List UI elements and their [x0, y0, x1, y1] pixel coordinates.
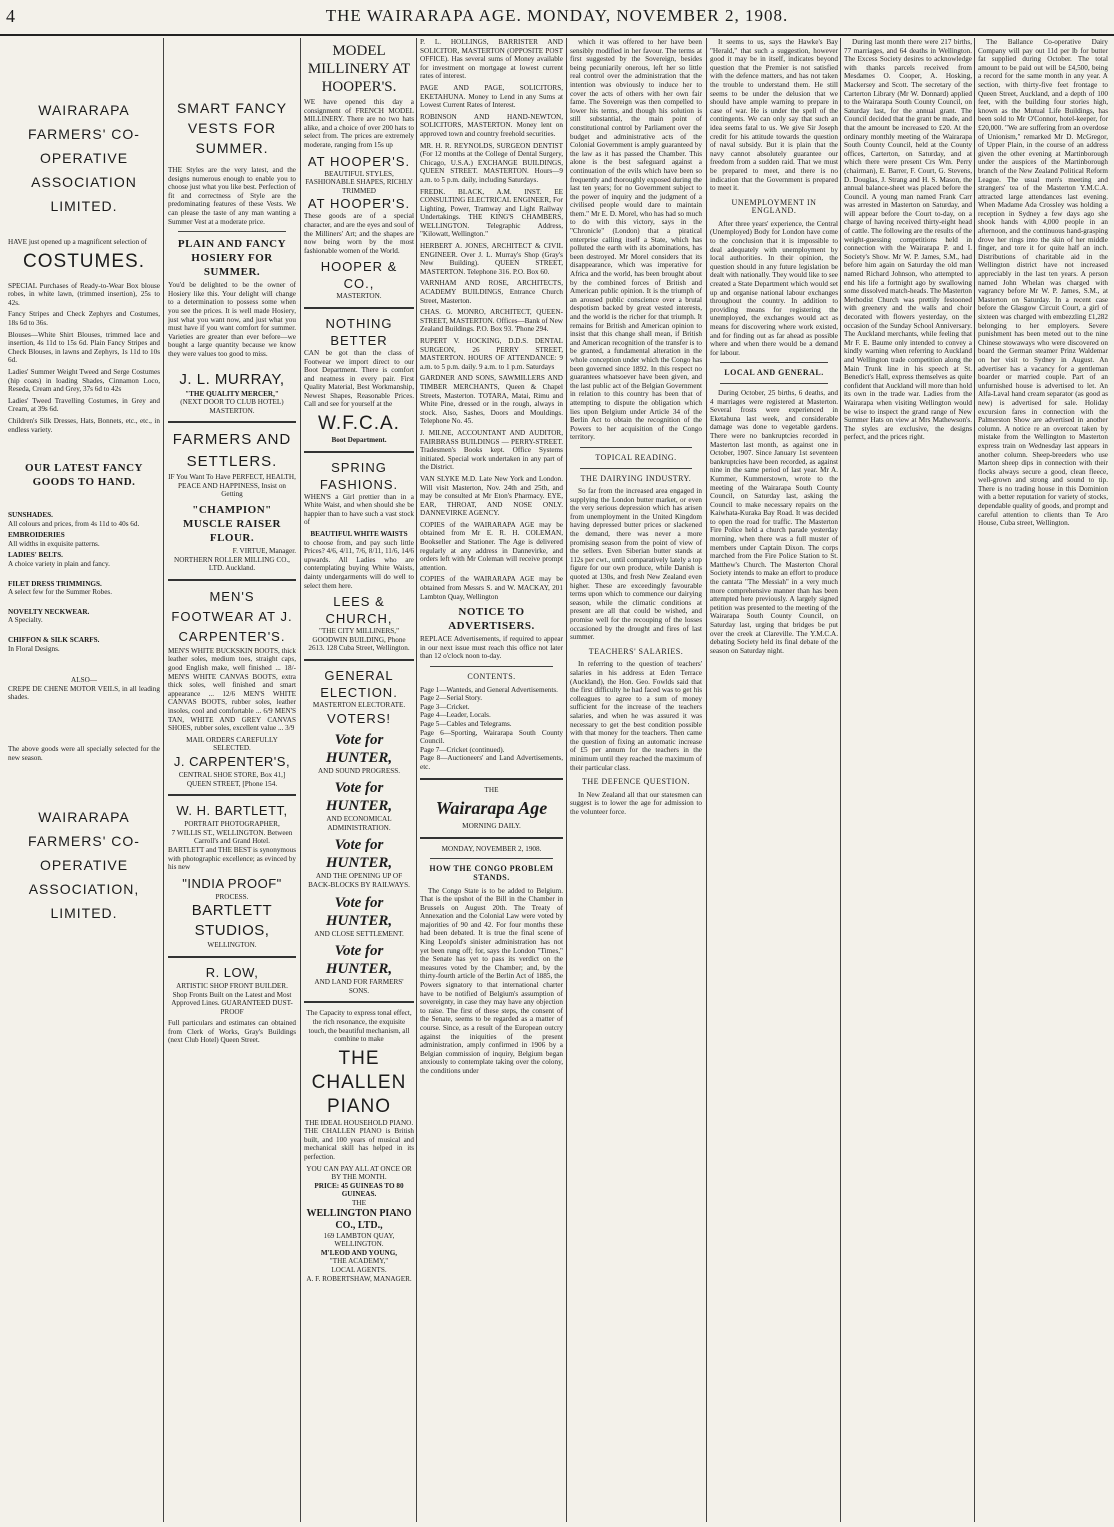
newspaper-title: THE WAIRARAPA AGE. MONDAY, NOVEMBER 2, 1908. [325, 6, 789, 25]
vote-line-3: AND THE OPENING UP OF BACK-BLOCKS BY RAILWAYS. [308, 872, 410, 889]
belts-text: A choice variety in plain and fancy. [8, 560, 110, 569]
copies-wellington: COPIES of the WAIRARAPA AGE may be obtained from Messrs S. and W. MACKAY, 201 Lambton Quay, Wellington [420, 575, 563, 601]
at-hoopers: AT HOOPER'S. [307, 153, 411, 169]
column-5 [570, 38, 702, 1522]
mail-orders: MAIL ORDERS CAREFULLY SELECTED. [186, 735, 278, 753]
column-rule [706, 38, 707, 1522]
piano-price: PRICE: 45 GUINEAS TO 80 GUINEAS. [314, 1181, 404, 1199]
card-robinson: ROBINSON AND HAND-NEWTON, SOLICITORS, MASTERTON. Money lent on approved town and country freehold securities. [420, 112, 563, 138]
card-page: PAGE AND PAGE, SOLICITORS, EKETAHUNA. Money to Lend in any Sums at Lowest Current Rates of Interest. [420, 83, 563, 110]
murray-address: (NEXT DOOR TO CLUB HOTEL) [180, 398, 284, 407]
general-election: GENERAL ELECTION. [320, 667, 398, 700]
carpenter-address: CENTRAL SHOE STORE, Box 41,] QUEEN STREET, [Phone 154. [178, 770, 286, 788]
bartlett-name: W. H. BARTLETT, [176, 803, 288, 819]
vote-line-2: AND ECONOMICAL ADMINISTRATION. [326, 815, 392, 832]
filet-heading: FILET DRESS TRIMMINGS. [8, 579, 102, 588]
copies-dannevirke: COPIES of the WAIRARAPA AGE may be obtained from Mr E. R. H. COLEMAN, Bookseller and Stationer. The Age is delivered regularly at any address in Dannevirke, and orders left with Mr Coleman will receive prompt attention. [420, 520, 563, 572]
spring-body: WHEN'S a Girl prettier than in a White Waist, and when should she be happier than to have such a vast stock of [304, 492, 414, 527]
bartlett-address: 7 WILLIS ST., WELLINGTON. Between Carroll's and Grand Hotel. [171, 828, 293, 846]
column-rule [840, 38, 841, 1522]
advert-wfca-footer: WAIRARAPA FARMERS' CO-OPERATIVE ASSOCIATION, LIMITED. [28, 809, 140, 922]
unemployment-article: After three years' experience, the Central (Unemployed) Body for London have come to the conclusion that it is impossible to deal adequately with unemployment by local authorities. In their opinion, the question should in any future legislation be dealt with nationally. They would like to see created a State Department which would set up and organise national labour exchanges throughout the country. In addition to providing means for registering the unemployed, the exchanges would act as means for discovering where work existed, and for finding out as far ahead as possible where and when there would be a demand for labour. [710, 219, 838, 357]
farmers-body: IF You Want To Have PERFECT, HEALTH, PEACE AND HAPPINESS, Insist on Getting [168, 473, 296, 499]
embroideries-heading: EMBROIDERIES [8, 531, 65, 540]
card-reynolds: MR. H. R. REYNOLDS, SURGEON DENTIST (For 12 months at the College of Dental Surgery, Chicago, U.S.A.) EXCHANGE BUILDINGS, QUEEN STREET. MASTERTON. Hours—9 a.m. to 5 p.m. daily, including Saturdays. [420, 141, 563, 184]
dairying-heading: THE DAIRYING INDUSTRY. [580, 473, 692, 483]
bartlett-body: BARTLETT and THE BEST is synonymous with photographic excellence; as evinced by his new [168, 845, 296, 872]
congo-continued: which it was offered to her have been sensibly modified in her favour. The terms at first suggested by the Sovereign, besides being pecuniarily onerous, left her so little real control over the administration that the intention was obviously to induce her to cover the acts of others with her own fair fame. The Sovereign was then compelled to lower his terms, and though his solution is still substantial, the main point of constitutional control by Parliament over the budget and administrative acts of the Colonial Government is amply guaranteed by the law as it has passed the Chamber. This alone is the best safeguard against a continuation of the evils which have been so frequently and thoroughly exposed during the last ten years; for no Government subject to the power of inquiry and the judgment of a civilised people would dare to maintain them." Mr E. D. Morel, who has had so much to do with this victory, says in the "Chronicle" (London) that a piratical enterprise calling itself a State, which has polluted the earth with its abominations, has been destroyed. Mr Morel considers that its disappearance, which was imperative for Africa and the world, has been brought about by the combined forces of British and American public opinion. It is the triumph of an aroused public conscience over a brutal despotism backed by great vested interests, and the world is the richer for that triumph. It remains for British and American opinion to insist that this change shall mean, if British and American recognition of the transfer is to be granted, a fundamental alteration in the whole conception under which the Congo has been governed since 1892. In this respect no guarantees whatsoever have been given, and the last public act of the Belgian Government in relation to this country has been that of attempting to dispute the obligation which lies upon Belgium under Article 34 of the Berlin Act to obtain the recognition of the Powers to her acquisition of the Congo territory. [570, 38, 702, 442]
spring-fashions: SPRING FASHIONS. [319, 459, 399, 492]
mcleod-young: M'LEOD AND YOUNG, [320, 1248, 398, 1257]
wfca-boot: Boot Department. [331, 436, 387, 445]
card-varnham: VARNHAM AND ROSE, ARCHITECTS, ACADEMY BUILDINGS, Entrance Church Street, Masterton. [420, 279, 563, 305]
hooper-name: HOOPER & CO., [320, 259, 398, 292]
contents-item: Page 3—Cricket. [420, 702, 470, 711]
millinery-body: WE have opened this day a consignment of FRENCH MODEL MILLINERY. There are no two hats alike, and a choice of over 200 hats to select from. The prices are extremely moderate, ranging from 15s up [304, 98, 414, 149]
contents-item: Page 2—Serial Story. [420, 694, 483, 703]
blouses: Blouses—White Shirt Blouses, trimmed lace and insertion, 4s 11d to 15s 6d. Plain Fancy Stripes and Check Blouses, in lawns and Zephyrs, 1s 11d to 10s 6d. [8, 330, 160, 365]
murray-tagline: "THE QUALITY MERCER," [185, 389, 279, 398]
low-footer: Full particulars and estimates can obtained from Clerk of Works, Gray's Buildings (next Club Hotel) Queen Street. [168, 1019, 296, 1045]
morning-daily: MORNING DAILY. [462, 822, 521, 831]
defence-heading: THE DEFENCE QUESTION. [581, 777, 691, 787]
card-monro: CHAS. G. MONRO, ARCHITECT, QUEEN-STREET, MASTERTON. Offices—Bank of New Zealand Buildings. P.O. Box 93. 'Phone 294. [420, 308, 563, 334]
contents-item: Page 4—Leader, Locals. [420, 711, 491, 720]
column-3 [304, 38, 414, 1522]
defence-continued: It seems to us, says the Hawke's Bay "Herald," that such a suggestion, however good it may be in itself, indicates beyond question that the Premier is not satisfied with the defence matters, and has not taken the trouble to understand them. He still seems to be under the delusion that we should have ample warning to prepare in case of war. He is under the spell of the contingents. We can only say that such an idea seems fatal to us. We give Sir Joseph credit for his attitude towards the question of naval subsidy. But it is plain that the navy cannot absolutely guarantee our freedom from a sudden raid. That we must be prepared to meet, and there is no indication that the Government is prepared to meet it. [710, 38, 838, 193]
nothing-better: NOTHING BETTER [325, 315, 393, 348]
vote-hunter: Vote for HUNTER, [325, 731, 393, 766]
teachers-heading: TEACHERS' SALARIES. [588, 646, 684, 656]
vests-body: THE Styles are the very latest, and the designs numerous enough to enable you to choose just what you like best. Perfection of fit and correctness of Style are the predominating features of these Vests. We can please the taste of any man wanting a Summer Vest at a moderate price. [168, 166, 296, 226]
costumes-intro: HAVE just opened up a magnificent selection of [8, 238, 147, 246]
column-rule [163, 38, 164, 1522]
column-6 [710, 38, 838, 1522]
nothing-body: CAN be got than the class of Footwear we import direct to our Boot Department. There is comfort and neatness in every pair. First Quality Material, Best Workmanship, Newest Shapes, Reasonable Prices. Call and see for yourself at the [304, 348, 414, 409]
challen-piano: THE CHALLEN PIANO [311, 1047, 407, 1117]
card-black: FREDK. BLACK, A.M. INST. EE CONSULTING ELECTRICAL ENGINEER, For Lighting, Power, Tramway and Light Railway Undertakings. THE KING'S CHAMBERS, WELLINGTON. Telegraphic Address, "Kilowatt, Wellington." [420, 187, 563, 239]
childrens-dresses: Children's Silk Dresses, Hats, Bonnets, etc., etc., in endless variety. [8, 416, 160, 434]
india-proof: "INDIA PROOF" [182, 875, 282, 891]
chiffon-heading: CHIFFON & SILK SCARFS. [8, 636, 100, 645]
column-7 [844, 38, 972, 1522]
lees-tagline: "THE CITY MILLINERS," [318, 627, 400, 636]
local-agents: LOCAL AGENTS. [331, 1266, 387, 1274]
virtue-manager: F. VIRTUE, Manager. [232, 547, 296, 556]
page-number: 4 [6, 6, 15, 26]
challen-tagline: THE IDEAL HOUSEHOLD PIANO. [304, 1118, 414, 1127]
card-gardner: GARDNER AND SONS, SAWMILLERS AND TIMBER MERCHANTS, Queen & Chapel Streets, Masterton. TOTARA, Matai, Rimu and White Pine, dressed or in the rough, always in stock. Also, Sashes, Doors and Mouldings. Telephone No. 45. [420, 374, 563, 426]
contents-item: Page 5—Cables and Telegrams. [420, 719, 512, 728]
voters: VOTERS! [326, 710, 392, 726]
card-milne: J. MILNE, ACCOUNTANT AND AUDITOR, FAIRBRASS BUILDINGS — PERRY-STREET. Tradesmen's Books kept. Office Systems initiated. Special work undertaken in any part of the District. [420, 428, 563, 472]
costumes-heading: COSTUMES. [23, 250, 145, 272]
ladies-summer: Ladies' Summer Weight Tweed and Serge Costumes (hip coats) in loading Shades, Cinnamon Loco, Reseda, Cream and Grey, 37s 6d to 42s [8, 367, 160, 394]
card-hocking: RUPERT V. HOCKING, D.D.S. DENTAL SURGEON, 26 PERRY STREET, MASTERTON. HOURS OF ATTENDANCE: 9 a.m. to 5 p.m. daily. 9 a.m. to 1 p.m. Saturdays [420, 337, 563, 371]
local-general-continued-2: The Ballance Co-operative Dairy Company will pay out 11d per lb for butter fat supplied during October. The total amount to be paid out will be £4,500, being a record for the same month in any year. A section, with thirty-five feet frontage to Queen Street, Auckland, and a depth of 100 feet, with the building four stories high, known as the Mutual Life Buildings, has been sold to Mr O'Connor, hotel-keeper, for £20,000. "We are suffering from an overdose of Unionism," remarked Mr D. McGregor, of Upper Plain, in the course of an address given the other evening at Martinborough under the auspices of the Martinborough branch of the New Zealand Political Reform League. The usual men's meeting and strangers' tea of the Masterton Y.M.C.A. attracted large attendances last evening. When Madame Ada Crossley was holding a reception in Sydney a few days ago she shook hands with 4,000 people in an afternoon, and the continuous hand-grasping drove her rings into the skin of her middle finger, and tore it for quite half an inch. Distributions of charitable aid in the Wellington district have not increased appreciably in the last ten years. A person named John Whelan was charged with vagrancy before Mr W. P. James, S.M., at Masterton on Saturday. In a recent case before the Glasgow Circuit Court, a girl of sixteen was charged with embezzling £1,282 belonging to her employers. Severe punishment has been meted out to the nine Chinese stowaways who were discovered on board the German steamer Prinz Waldemar on her visit to Sydney in August. An advertiser has a vacancy for a gentleman boarder or married couple. Part of an unfurnished house is advertised to let. An Alfa-Laval hand cream separator (as good as new) is advertised for sale. Holiday excursion fares in connection with the Palmerston Show are advertised in another column. A notice re an overcoat taken by mistake from the Wellington to Masterton express train on Wednesday last appears in another column. Sheep-breeders who use Marton sheep dips in connection with their flocks always secure a good, clean fleece, well-grown and strong and sound to tip. There is no trading house in this Dominion with a better reputation for variety of stocks, dependable quality of goods, and prompt and careful attention to clients than Te Aro House, Cuba street, Wellington. [978, 38, 1108, 528]
vote-line-4: AND CLOSE SETTLEMENT. [314, 929, 404, 938]
defence-article: In New Zealand all that our statesmen can suggest is to lower the age for admission to the volunteer force. [570, 790, 702, 816]
novelty-heading: NOVELTY NECKWEAR. [8, 607, 90, 616]
crepe-text: CREPE DE CHENE MOTOR VEILS, in all leading shades. [8, 684, 160, 702]
vote-hunter: Vote for HUNTER, [325, 837, 393, 872]
embroideries-text: All widths in exquisite patterns. [8, 539, 100, 548]
vote-hunter: Vote for HUNTER, [325, 894, 393, 929]
special-purchases: SPECIAL Purchases of Ready-to-Wear Box blouse robes, in white lawn, (trimmed insertion), 25s to 42s. [8, 281, 160, 307]
low-tagline: ARTISTIC SHOP FRONT BUILDER. [176, 981, 288, 990]
carpenter-name: J. CARPENTER'S, [173, 753, 291, 769]
mens-footwear-heading: MEN'S FOOTWEAR AT J. CARPENTER'S. [171, 588, 293, 644]
challen-capacity: The Capacity to express tonal effect, the rich resonance, the exquisite touch, the beautiful mechanism, all combine to make [306, 1009, 412, 1044]
murray-name: J. L. MURRAY, [179, 370, 285, 388]
card-jones: HERBERT A. JONES, ARCHITECT & CIVIL ENGINEER. Over J. L. Murray's Shop (Gray's New Building). QUEEN STREET, MASTERTON. Telephone 316. P.O. Box 60. [420, 242, 563, 276]
hosiery-body: You'd be delighted to be the owner of Hosiery like this. Your delight will change to a determination to possess some when you see the prices. It is well made Hosiery, just what you want now, and just what you must have if you want comfort for summer. Varieties are greater than ever before—we bought a large quantity because we know they were values too good to miss. [168, 281, 296, 358]
sunshades-text: All colours and prices, from 4s 11d to 40s 6d. [8, 519, 140, 528]
millinery-heading: MODEL MILLINERY AT HOOPER'S. [307, 43, 411, 95]
contents-item: Page 7—Cricket (continued). [420, 745, 505, 754]
northern-roller: NORTHERN ROLLER MILLING CO., LTD. Auckland. [174, 555, 290, 573]
lees-address: GOODWIN BUILDING, Phone 2613. 128 Cuba Street, Wellington. [308, 635, 410, 653]
column-2 [168, 38, 296, 1522]
column-8 [978, 38, 1108, 1522]
advert-wfca-header: WAIRARAPA FARMERS' CO-OPERATIVE ASSOCIATION LIMITED. [28, 102, 140, 214]
above-goods: The above goods were all specially selected for the new season. [8, 745, 160, 762]
hooper-town: MASTERTON. [336, 292, 382, 301]
masthead [0, 0, 1114, 36]
contents-heading: CONTENTS. [467, 672, 516, 681]
wellington-piano: WELLINGTON PIANO CO., LTD., [306, 1207, 412, 1231]
column-4 [420, 38, 563, 1522]
issue-date: MONDAY, NOVEMBER 2, 1908. [441, 844, 542, 853]
bartlett-tagline: PORTRAIT PHOTOGRAPHER, [184, 820, 280, 829]
the-label: THE [484, 785, 499, 794]
lees-church: LEES & CHURCH, [325, 594, 393, 627]
paper-name: Wairarapa Age [435, 798, 548, 819]
mens-footwear-list: MEN'S WHITE BUCKSKIN BOOTS, thick leather soles, medium toes, straight caps, good English make, well finished ... 18/- MEN'S WHITE CANVAS BOOTS, extra thick soles, well finished and smart appearance ... 12/6 MEN'S WHITE CANVAS BOOTS, rubber soles, leather insoles, cool and comfortable ... 6/9 MEN'S TAN, WHITE AND GREY CANVAS SHOES, rubber soles, excellent value ... 3/9 [168, 646, 296, 733]
also-label: ALSO— [71, 676, 97, 685]
topical-heading: TOPICAL READING. [595, 452, 677, 462]
at-hoopers-2: AT HOOPER'S. [307, 196, 411, 212]
chiffon-text: In Floral Designs. [8, 644, 60, 653]
low-name: R. LOW, [205, 964, 259, 980]
murray-town: MASTERTON. [209, 406, 255, 415]
robertshaw: A. F. ROBERTSHAW, MANAGER. [306, 1274, 412, 1283]
unemployment-heading: UNEMPLOYMENT IN ENGLAND. [731, 197, 817, 216]
process-label: PROCESS. [215, 892, 249, 901]
waists-body: to choose from, and pay such little Prices? 4/6, 4/11, 7/6, 8/11, 11/6, 14/6 upwards. All Ladies who are contemplating buying White Waists, dainty undergarments will do well to select them here. [304, 538, 414, 590]
vote-line-5: AND LAND FOR FARMERS' SONS. [314, 978, 404, 995]
the-label: THE [352, 1199, 366, 1208]
latest-fancy-goods: OUR LATEST FANCY GOODS TO HAND. [24, 462, 144, 489]
beautiful-styles: BEAUTIFUL STYLES, FASHIONABLE SHAPES, RICHLY TRIMMED [305, 169, 413, 195]
hosiery-heading: PLAIN AND FANCY HOSIERY FOR SUMMER. [177, 238, 287, 279]
farmers-heading: FARMERS AND SETTLERS. [172, 431, 292, 471]
contents-item: Page 8—Auctioneers' and Land Advertisements, etc. [420, 754, 563, 771]
teachers-article: In referring to the question of teachers' salaries in his address at Eden Terrace (Auckland), the Hon. Geo. Fowlds said that the first difficulty he had faced was to get his colleagues to agree to a sum of money sufficient for the increase of the teachers salaries, and when he was assured it was necessary to get the best condition possible with that money for the teachers. Then came the question of fixing an automatic increase of £5 per annum for the teachers in the minimum until they reached the maximum of their particular class. [570, 660, 702, 772]
column-rule [300, 38, 301, 1522]
vests-heading: SMART FANCY VESTS FOR SUMMER. [176, 100, 288, 156]
belts-heading: LADIES' BELTS. [8, 551, 63, 560]
vote-hunter: Vote for HUNTER, [325, 780, 393, 815]
fancy-stripes: Fancy Stripes and Check Zephyrs and Costumes, 18s 6d to 36s. [8, 310, 160, 327]
column-1 [8, 38, 160, 1522]
local-general-heading: LOCAL AND GENERAL. [724, 368, 824, 378]
bartlett-studios: BARTLETT STUDIOS, [191, 902, 273, 940]
local-general-text: During October, 25 births, 6 deaths, and 4 marriages were registered at Masterton. Several frosts were experienced in Eketahuna last week, and considerable damage was done to vegetable gardens. There were no bankruptcies recorded in Masterton last month, as against one in October, 1907. Since January 1st seventeen bankruptcies have been recorded, as against nine in the same period of last year. Mr A. Kummer, Kummerstown, wrote to the meeting of the Wairarapa South County Council, on Saturday last, asking the Council to make necessary repairs on the Kaiwhata-Kuraka Bay Road. It was decided to open the road for traffic. The Masterton Fire Police held a church parade yesterday morning, when there was a full muster of members under Captain Dixon. The corps marched from the Fire Police Station to St. Matthew's Church. The Masterton Choral Society intends to make an effort to produce the cantata "The Messiah" in a very much more comprehensive manner than has been attempted here previously. A largely signed petition was presented to the meeting of the Wairarapa South County Council, on Saturday last, urging that bridges be put over the creek at Clareville. The Y.M.C.A. debating Society held its final debate of the season on Saturday night. [710, 388, 838, 655]
shapes-body: These goods are of a special character, and are the eyes and soul of the Milliners' Art; and the shapes are now being worn by the most fashionable women of the World. [304, 212, 414, 255]
dairying-article: So far from the increased area engaged in supplying the London butter market, or even the very serious depression which has arisen from unemployment in the United Kingdom having depressed butter prices or slackened the demand, there was never a more promising season from the point of view of the sellers. Even Siberian butter stands at 112s per cwt., until comparatively lately a top figure for our own produce, while Danish is quoted at 130s, and fresh New Zealand even higher. These are exceedingly favourable terms upon which to commence our dairying season, while the climatic conditions at present are all that could be wished, and promise well for the recouping of the losses occasioned by the drought and fires of last summer. [570, 487, 702, 642]
academy: "THE ACADEMY," [329, 1257, 389, 1266]
card-vanslyke: VAN SLYKE M.D. Late New York and London. Will visit Masterton, Nov. 24th and 25th, and may be consulted at Mr Eton's Pharmacy. EYE, EAR, THROAT, AND NOSE ONLY. DANNEVIRKE AGENCY. [420, 474, 563, 518]
congo-heading: HOW THE CONGO PROBLEM STANDS. [429, 864, 554, 882]
congo-article: The Congo State is to be added to Belgium. That is the upshot of the Bill in the Chamber in Brussels on August 20th. The Treaty of Annexation and the Colonial Law were voted by majorities of 90 and 42. For four months these had been debated. It is true the final scene of King Leopold's sinister administration has not yet been rung off; for, says the London "Times," the Senate has yet to pass its verdict on the measures voted by the Chamber; and, by the thirty-fourth article of the Berlin Act of 1885, the Powers signatory to that international charter have to be notified of Belgium's assumption of sovereignty, in case they may have any objection to raise. The first of these steps, the consent of the Senate, seems to be regarded as a matter of course. Since, as a result of the European outcry against the iniquities of the present administration, amply confirmed in 1906 by a Belgian commission of inquiry, Belgium began anxiously to contemplate taking over the colony, the conditions under [420, 886, 563, 1075]
card-hollings: P. L. HOLLINGS, BARRISTER AND SOLICITOR, MASTERTON (OPPOSITE POST OFFICE). Has several sums of Money available for investment on mortgage at lowest current rates of interest. [420, 38, 563, 81]
novelty-text: A Specialty. [8, 616, 43, 625]
low-body: Shop Fronts Built on the Latest and Most Approved Lines. GUARANTEED DUST-PROOF [171, 990, 293, 1016]
notice-heading: NOTICE TO ADVERTISERS. [448, 606, 535, 633]
white-waists: BEAUTIFUL WHITE WAISTS [310, 530, 408, 539]
notice-body: REPLACE Advertisements, if required to appear in our next issue must reach this office not later than 12 o'clock noon to-day. [420, 635, 563, 661]
electorate: MASTERTON ELECTORATE. [312, 700, 406, 709]
vote-hunter: Vote for HUNTER, [325, 943, 393, 978]
contents-item: Page 6—Sporting, Wairarapa South County Council. [420, 728, 563, 746]
studios-town: WELLINGTON. [207, 941, 257, 950]
contents-item: Page 1—Wanteds, and General Advertisements. [420, 685, 558, 694]
champion-flour: "CHAMPION" MUSCLE RAISER FLOUR. [183, 504, 281, 545]
column-rule [416, 38, 417, 1522]
vote-line-1: AND SOUND PROGRESS. [317, 766, 401, 775]
wpc-address: 169 LAMBTON QUAY, WELLINGTON. [323, 1231, 395, 1249]
column-rule [974, 38, 975, 1522]
local-general-continued: During last month there were 217 births, 77 marriages, and 64 deaths in Wellington. The Excess Society desires to acknowledge with thanks parcels received from Mesdames O. Cooper, A. Hosking, Mackersey and Scott. The secretary of the Carterton Library (Mr W. Donnard) applied to the Wairarapa South County Council, on Saturday last, for the annual grant. The Council decided that the grant be made, and that the amount be increased to £20. At the ordinary monthly meeting of the Wairarapa South County Council, held at the County offices, Carterton, on Saturday, and at which there were present Crs Wm. Perry (chairman), E. Barrer, F. Court, G. Stevens, D. Douglas, J. Strang and H. S. Mason, the annual balance-sheet was placed before the Council. A young man named Frank Carr was arrested in Masterton on Saturday, and will appear before the Court to-day, on a charge of having received thirty-eight head of cattle. The following are the results of the weight-guessing competitions held in connection with the Wairarapa P. and I. Society's Show. Mr W. P. James, S.M., had before him again on Saturday the old man named Richard Johnson, who attempted to end his life a fortnight ago by swallowing some dissolved match-heads. The Masterton Methodist Church was prettily festooned with greenery and the walls and choir decorated with flowers yesterday, on the occasion of the Sunday School Anniversary. The Auckland merchants, while feeling that Mr F. E. Baume only intended to convey a kindly warning when referring to Auckland and Wellington trade competition along the Main Trunk line in his speech at St. Benedict's Hall, express themselves as quite confident that Auckland will more than hold its own in the trade war. Ladies from the Wairarapa when visiting Wellington would be wise to inspect the grand range of New Summer Hats on view at Mrs Mathewson's. The styles are exclusive, the designs perfect, and the prices right. [844, 38, 972, 442]
pay-terms: YOU CAN PAY ALL AT ONCE OR BY THE MONTH. [306, 1164, 412, 1182]
wfca-name: W.F.C.A. [318, 413, 400, 435]
filet-text: A select few for the Summer Robes. [8, 588, 112, 597]
sunshades-heading: SUNSHADES. [8, 511, 53, 520]
ladies-tweed: Ladies' Tweed Travelling Costumes, in Grey and Cream, at 39s 6d. [8, 396, 160, 414]
column-rule [566, 38, 567, 1522]
challen-body: THE CHALLEN PIANO is British built, and 100 years of musical and mechanical skill has helped in its perfection. [304, 1127, 414, 1162]
